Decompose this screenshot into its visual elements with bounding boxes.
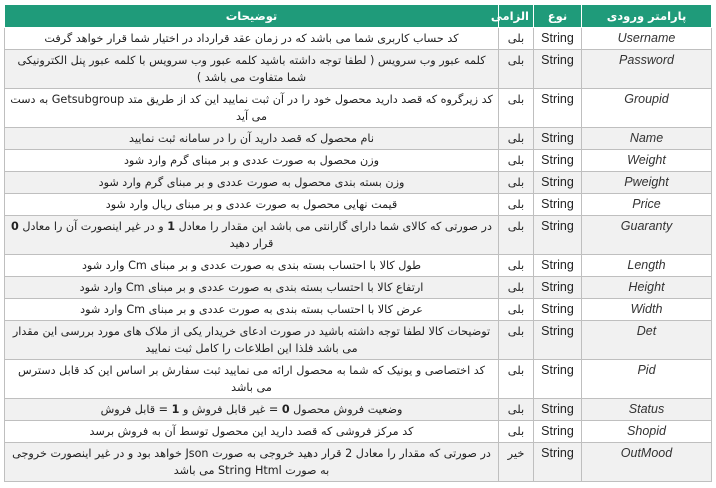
param-name: Height [582, 277, 712, 299]
param-required: بلی [499, 150, 534, 172]
param-description [5, 216, 499, 255]
table-header-row [5, 5, 712, 28]
header-required: الزامی [499, 5, 534, 28]
parameters-table [4, 4, 712, 482]
param-description: قیمت نهایی محصول به صورت عددی و بر مبنای ریال وارد شود [5, 194, 499, 216]
param-description: وزن محصول به صورت عددی و بر مبنای گرم وارد شود [5, 150, 499, 172]
table-row [5, 128, 712, 150]
param-required: بلی [499, 255, 534, 277]
param-name: Name [582, 128, 712, 150]
param-description: کد مرکز فروشی که قصد دارید این محصول توسط آن به فروش برسد [5, 421, 499, 443]
param-type: String [534, 89, 582, 128]
table-row [5, 360, 712, 399]
param-name: Det [582, 321, 712, 360]
param-type: String [534, 321, 582, 360]
param-description: در صورتی که مقدار را معادل 2 قرار دهید خروجی به صورت Json خواهد بود و در غیر اینصورت خروجی به صورت String Html می باشد [5, 443, 499, 482]
param-name: OutMood [582, 443, 712, 482]
desc-value: 1 [171, 403, 180, 416]
param-type: String [534, 194, 582, 216]
desc-text: = قابل فروش [100, 403, 172, 416]
param-required: خیر [499, 443, 534, 482]
param-type: String [534, 443, 582, 482]
param-name: Pid [582, 360, 712, 399]
param-required: بلی [499, 299, 534, 321]
param-description: طول کالا با احتساب بسته بندی به صورت عددی و بر مبنای Cm وارد شود [5, 255, 499, 277]
param-type: String [534, 172, 582, 194]
table-row [5, 194, 712, 216]
param-type: String [534, 255, 582, 277]
param-required: بلی [499, 28, 534, 50]
header-type: نوع [534, 5, 582, 28]
param-type: String [534, 50, 582, 89]
param-type: String [534, 360, 582, 399]
param-required: بلی [499, 128, 534, 150]
desc-text: وضعیت فروش محصول [289, 403, 403, 416]
param-required: بلی [499, 172, 534, 194]
desc-text: = غیر قابل فروش و [179, 403, 282, 416]
param-type: String [534, 421, 582, 443]
param-required: بلی [499, 321, 534, 360]
param-description: نام محصول که قصد دارید آن را در سامانه ثبت نمایید [5, 128, 499, 150]
table-row [5, 89, 712, 128]
param-required: بلی [499, 421, 534, 443]
param-name: Status [582, 399, 712, 421]
desc-text: در صورتی که کالای شما دارای گارانتی می باشد این مقدار را معادل [175, 220, 492, 233]
header-description: توضیحات [5, 5, 499, 28]
table-row [5, 50, 712, 89]
param-description: ارتفاع کالا با احتساب بسته بندی به صورت عددی و بر مبنای Cm وارد شود [5, 277, 499, 299]
table-row [5, 216, 712, 255]
param-required: بلی [499, 89, 534, 128]
param-required: بلی [499, 399, 534, 421]
table-row [5, 255, 712, 277]
param-description: عرض کالا با احتساب بسته بندی به صورت عددی و بر مبنای Cm وارد شود [5, 299, 499, 321]
param-name: Price [582, 194, 712, 216]
param-description: توضیحات کالا لطفا توجه داشته باشید در صورت ادعای خریدار یکی از ملاک های مورد بررسی این مقدار می باشد فلذا این اطلاعات را کامل ثبت نمایید [5, 321, 499, 360]
param-description: کد حساب کاربری شما می باشد که در زمان عقد قرارداد در اختیار شما قرار خواهد گرفت [5, 28, 499, 50]
param-name: Width [582, 299, 712, 321]
table-row [5, 421, 712, 443]
param-name: Shopid [582, 421, 712, 443]
param-required: بلی [499, 50, 534, 89]
param-required: بلی [499, 277, 534, 299]
desc-value: 0 [281, 403, 290, 416]
param-name: Length [582, 255, 712, 277]
parameters-table-container [4, 4, 711, 482]
param-type: String [534, 28, 582, 50]
param-name: Username [582, 28, 712, 50]
param-name: Pweight [582, 172, 712, 194]
param-type: String [534, 216, 582, 255]
table-row [5, 277, 712, 299]
param-description [5, 399, 499, 421]
param-name: Weight [582, 150, 712, 172]
param-required: بلی [499, 216, 534, 255]
param-description: کلمه عبور وب سرویس ( لطفا توجه داشته باشید کلمه عبور وب سرویس با کلمه عبور پنل الکترونیکی شما متفاوت می باشد ) [5, 50, 499, 89]
desc-text: قرار دهید [229, 237, 274, 250]
table-row [5, 443, 712, 482]
table-row [5, 299, 712, 321]
param-name: Groupid [582, 89, 712, 128]
param-type: String [534, 277, 582, 299]
param-type: String [534, 399, 582, 421]
param-required: بلی [499, 360, 534, 399]
table-row [5, 399, 712, 421]
param-name: Guaranty [582, 216, 712, 255]
table-row [5, 150, 712, 172]
desc-text: و در غیر اینصورت آن را معادل [18, 220, 168, 233]
table-row [5, 172, 712, 194]
header-param: پارامتر ورودی [582, 5, 712, 28]
param-description: کد زیرگروه که قصد دارید محصول خود را در آن ثبت نمایید این کد از طریق متد Getsubgroup به دست می آید [5, 89, 499, 128]
table-row [5, 28, 712, 50]
param-type: String [534, 299, 582, 321]
param-required: بلی [499, 194, 534, 216]
table-row [5, 321, 712, 360]
desc-value: 0 [11, 220, 19, 233]
param-description: وزن بسته بندی محصول به صورت عددی و بر مبنای گرم وارد شود [5, 172, 499, 194]
param-type: String [534, 150, 582, 172]
param-description: کد اختصاصی و یونیک که شما به محصول ارائه می نمایید ثبت سفارش بر اساس این کد قابل دسترس می باشد [5, 360, 499, 399]
desc-value: 1 [167, 220, 176, 233]
param-name: Password [582, 50, 712, 89]
param-type: String [534, 128, 582, 150]
